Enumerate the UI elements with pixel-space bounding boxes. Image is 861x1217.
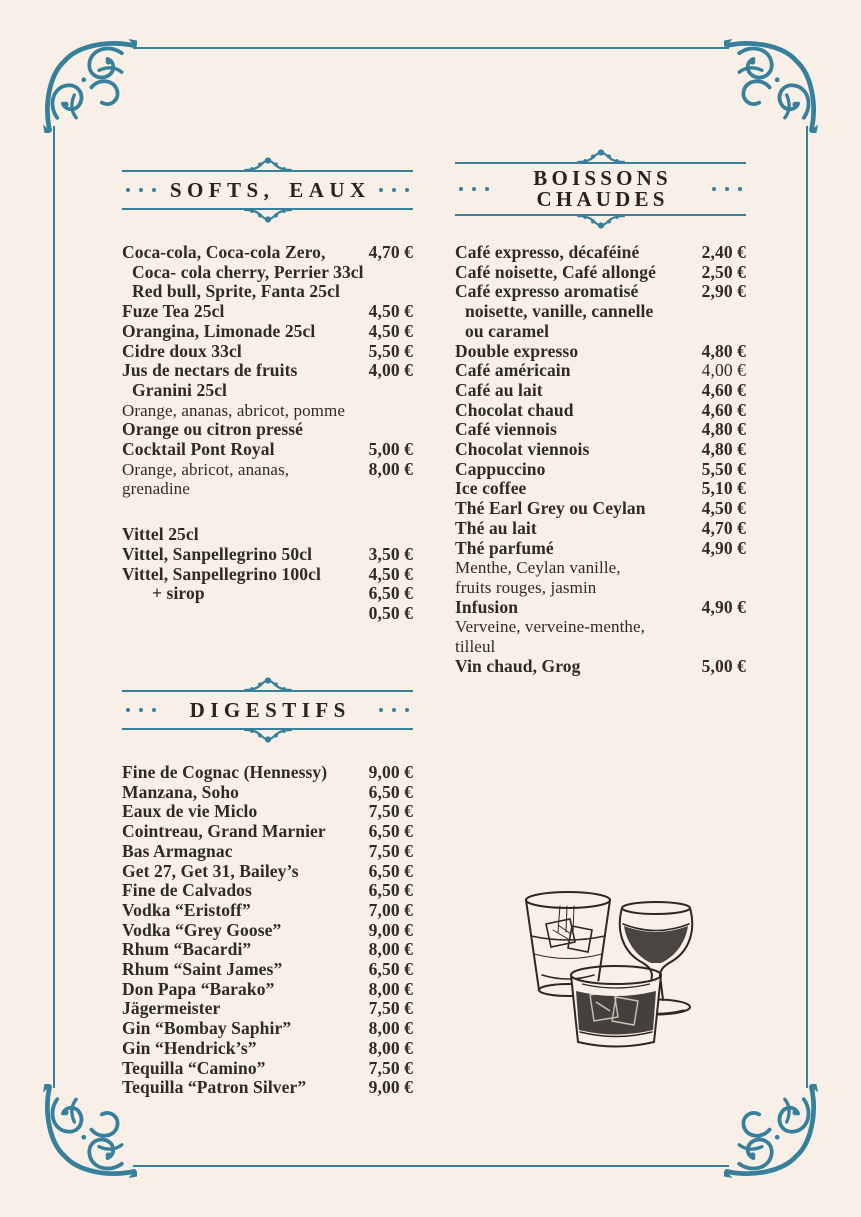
- item-name: Coca- cola cherry, Perrier 33cl: [132, 261, 364, 282]
- triple-dots-ornament: [379, 708, 409, 712]
- menu-item-row: [455, 401, 746, 421]
- item-name: Coca-cola, Coca-cola Zero,: [122, 242, 326, 262]
- frame-line-top: [133, 47, 729, 49]
- menu-item-row: [455, 558, 746, 578]
- menu-item-row: [455, 440, 746, 460]
- menu-item-row: [122, 940, 413, 960]
- item-price: 4,60 €: [701, 399, 746, 420]
- item-name: Thé Earl Grey ou Ceylan: [455, 498, 646, 519]
- item-name: Tequilla “Patron Silver”: [122, 1077, 307, 1098]
- item-name: Vittel, Sanpellegrino 100cl: [122, 563, 321, 584]
- menu-item-row: [455, 361, 746, 381]
- item-price: 6,50 €: [368, 821, 413, 842]
- menu-item-row: [455, 578, 746, 598]
- menu-item-row: [455, 302, 746, 322]
- item-price: 8,00 €: [368, 1018, 413, 1039]
- item-name: Manzana, Soho: [122, 781, 240, 802]
- triple-dots-ornament: [712, 187, 742, 191]
- item-price: 8,00 €: [368, 939, 413, 960]
- item-name: Fine de Calvados: [122, 880, 252, 901]
- item-name: Cidre doux 33cl: [122, 340, 242, 361]
- crown-fleuron-inverted-icon: [241, 728, 295, 744]
- menu-item-row: [122, 881, 413, 901]
- item-price: 5,00 €: [701, 655, 746, 676]
- menu-item-row: [122, 282, 413, 302]
- item-name: Café au lait: [455, 379, 543, 400]
- menu-item-row: [455, 519, 746, 539]
- corner-flourish-icon: [42, 1084, 137, 1179]
- item-price: 5,10 €: [701, 478, 746, 499]
- item-price: 8,00 €: [368, 1037, 413, 1058]
- menu-item-row: [122, 999, 413, 1019]
- menu-item-row: [455, 657, 746, 677]
- menu-item-row: [122, 479, 413, 499]
- item-price: 7,50 €: [368, 998, 413, 1019]
- frame-line-bottom: [133, 1165, 729, 1167]
- list-spacer: [122, 499, 413, 525]
- item-name: Eaux de vie Miclo: [122, 801, 258, 822]
- menu-item-row: [122, 862, 413, 882]
- item-price: 7,50 €: [368, 801, 413, 822]
- item-name: Café noisette, Café allongé: [455, 261, 656, 282]
- menu-item-row: [122, 901, 413, 921]
- item-price: 4,90 €: [701, 537, 746, 558]
- item-price: 2,90 €: [701, 281, 746, 302]
- glasses-sketch-illustration: [498, 862, 713, 1057]
- item-name: tilleul: [455, 637, 496, 657]
- section-title: BOISSONS CHAUDES: [533, 166, 672, 211]
- item-price: 4,50 €: [701, 498, 746, 519]
- item-price: 2,40 €: [701, 242, 746, 262]
- menu-item-row: [122, 763, 413, 783]
- menu-item-row: [122, 802, 413, 822]
- menu-item-row: [122, 381, 413, 401]
- menu-item-row: [122, 1059, 413, 1079]
- menu-item-row: [455, 263, 746, 283]
- crown-fleuron-inverted-icon: [241, 208, 295, 224]
- item-price: 4,80 €: [701, 439, 746, 460]
- item-name: Orangina, Limonade 25cl: [122, 320, 316, 341]
- item-name: Orange, ananas, abricot, pomme: [122, 400, 345, 420]
- item-name: Vittel, Sanpellegrino 50cl: [122, 543, 313, 564]
- section-title: DIGESTIFS: [189, 698, 351, 722]
- item-price: 4,50 €: [368, 320, 413, 341]
- menu-item-row: [455, 598, 746, 618]
- item-price: 0,50 €: [368, 602, 413, 623]
- menu-item-row: [455, 282, 746, 302]
- menu-item-row: [122, 545, 413, 565]
- menu-item-row: [455, 243, 746, 263]
- item-price: 6,50 €: [368, 860, 413, 881]
- item-name: Thé au lait: [455, 517, 537, 538]
- menu-item-row: [122, 420, 413, 440]
- item-price: 5,50 €: [701, 458, 746, 479]
- crown-fleuron-inverted-icon: [574, 214, 628, 230]
- menu-item-row: [122, 584, 413, 604]
- item-price: 4,50 €: [368, 301, 413, 322]
- item-name: Red bull, Sprite, Fanta 25cl: [132, 281, 340, 302]
- menu-item-row: [122, 783, 413, 803]
- item-price: 5,50 €: [368, 340, 413, 361]
- item-price: 8,00 €: [368, 978, 413, 999]
- item-name: Café expresso, décaféiné: [455, 242, 640, 262]
- triple-dots-ornament: [126, 708, 156, 712]
- menu-item-row: [455, 479, 746, 499]
- menu-item-row: [455, 460, 746, 480]
- item-price: 3,50 €: [368, 543, 413, 564]
- item-price: 4,70 €: [701, 517, 746, 538]
- menu-item-row: [122, 243, 413, 263]
- corner-flourish-icon: [42, 38, 137, 133]
- item-name: Café expresso aromatisé: [455, 281, 639, 302]
- item-price: 4,80 €: [701, 340, 746, 361]
- item-name: ou caramel: [465, 320, 550, 341]
- item-name: Vodka “Eristoff”: [122, 899, 251, 920]
- item-name: Menthe, Ceylan vanille,: [455, 558, 621, 578]
- menu-item-row: [122, 263, 413, 283]
- item-price: 8,00 €: [368, 458, 413, 479]
- item-name: Jus de nectars de fruits: [122, 360, 298, 381]
- item-name: Café américain: [455, 360, 571, 381]
- menu-item-row: [122, 1039, 413, 1059]
- item-price: 5,00 €: [368, 439, 413, 460]
- item-price: 7,50 €: [368, 840, 413, 861]
- item-name: Orange ou citron pressé: [122, 419, 304, 440]
- frame-line-left: [53, 126, 55, 1088]
- section-header-softs: [122, 156, 413, 224]
- menu-item-row: [122, 460, 413, 480]
- item-price: 4,50 €: [368, 563, 413, 584]
- triple-dots-ornament: [126, 188, 156, 192]
- item-name: Verveine, verveine-menthe,: [455, 617, 645, 637]
- menu-item-row: [122, 842, 413, 862]
- menu-item-row: [455, 499, 746, 519]
- menu-item-row: [122, 980, 413, 1000]
- item-name: Jägermeister: [122, 998, 221, 1019]
- menu-item-row: [122, 342, 413, 362]
- item-name: Tequilla “Camino”: [122, 1057, 266, 1078]
- item-name: Vodka “Grey Goose”: [122, 919, 282, 940]
- item-name: noisette, vanille, cannelle: [465, 301, 654, 322]
- item-name: Gin “Bombay Saphir”: [122, 1018, 292, 1039]
- item-name: Chocolat viennois: [455, 439, 590, 460]
- item-name: Infusion: [455, 596, 519, 617]
- item-name: Thé parfumé: [455, 537, 554, 558]
- triple-dots-ornament: [459, 187, 489, 191]
- item-name: Cointreau, Grand Marnier: [122, 821, 326, 842]
- item-name: Orange, abricot, ananas,: [122, 459, 290, 479]
- item-name: Vittel 25cl: [122, 524, 199, 545]
- menu-list-digestifs: [122, 763, 413, 1098]
- menu-item-row: [455, 539, 746, 559]
- item-price: 7,00 €: [368, 899, 413, 920]
- menu-item-row: [122, 1019, 413, 1039]
- frame-line-right: [806, 126, 808, 1088]
- corner-flourish-icon: [724, 38, 819, 133]
- menu-list-chaudes: [455, 243, 746, 676]
- item-price: 4,80 €: [701, 419, 746, 440]
- item-name: Gin “Hendrick’s”: [122, 1037, 257, 1058]
- item-name: Get 27, Get 31, Bailey’s: [122, 860, 299, 881]
- item-name: Don Papa “Barako”: [122, 978, 275, 999]
- item-price: 2,50 €: [701, 261, 746, 282]
- menu-item-row: [122, 322, 413, 342]
- item-name: Bas Armagnac: [122, 840, 233, 861]
- item-price: 6,50 €: [368, 781, 413, 802]
- item-name: Fuze Tea 25cl: [122, 301, 225, 322]
- item-name: grenadine: [122, 479, 190, 499]
- item-price: 9,00 €: [368, 919, 413, 940]
- item-price: 6,50 €: [368, 880, 413, 901]
- section-title: SOFTS, EAUX: [169, 178, 371, 202]
- menu-item-row: [122, 1078, 413, 1098]
- menu-item-row: [122, 921, 413, 941]
- item-name: Cocktail Pont Royal: [122, 439, 275, 460]
- menu-item-row: [122, 565, 413, 585]
- menu-item-row: [122, 302, 413, 322]
- item-price: 4,00 €: [701, 360, 746, 381]
- menu-item-row: [455, 342, 746, 362]
- section-header-chaudes: [455, 148, 746, 230]
- item-name: Granini 25cl: [132, 379, 228, 400]
- section-header-digestifs: [122, 676, 413, 744]
- menu-item-row: [122, 401, 413, 421]
- item-price: 9,00 €: [368, 1077, 413, 1098]
- item-price: 7,50 €: [368, 1057, 413, 1078]
- item-price: 4,60 €: [701, 379, 746, 400]
- corner-flourish-icon: [724, 1084, 819, 1179]
- menu-item-row: [455, 617, 746, 637]
- item-name: Cappuccino: [455, 458, 546, 479]
- menu-item-row: [455, 420, 746, 440]
- item-name: Rhum “Bacardi”: [122, 939, 252, 960]
- menu-item-row: [122, 440, 413, 460]
- item-price: 4,70 €: [368, 242, 413, 262]
- triple-dots-ornament: [379, 188, 409, 192]
- item-name: Chocolat chaud: [455, 399, 574, 420]
- menu-item-row: [122, 361, 413, 381]
- menu-item-row: [455, 637, 746, 657]
- item-price: 6,50 €: [368, 583, 413, 604]
- menu-item-row: [122, 604, 413, 624]
- item-name: + sirop: [152, 583, 205, 604]
- item-name: Vin chaud, Grog: [455, 655, 581, 676]
- item-name: Café viennois: [455, 419, 557, 440]
- menu-item-row: [122, 960, 413, 980]
- item-price: 4,90 €: [701, 596, 746, 617]
- menu-item-row: [455, 381, 746, 401]
- item-name: Ice coffee: [455, 478, 527, 499]
- item-price: 9,00 €: [368, 762, 413, 782]
- item-name: fruits rouges, jasmin: [455, 577, 597, 597]
- menu-item-row: [455, 322, 746, 342]
- item-price: 4,00 €: [368, 360, 413, 381]
- item-price: 6,50 €: [368, 959, 413, 980]
- item-name: Rhum “Saint James”: [122, 959, 283, 980]
- menu-item-row: [122, 822, 413, 842]
- menu-item-row: [122, 525, 413, 545]
- item-name: Fine de Cognac (Hennessy): [122, 762, 328, 782]
- menu-list-softs: [122, 243, 413, 624]
- item-name: Double expresso: [455, 340, 579, 361]
